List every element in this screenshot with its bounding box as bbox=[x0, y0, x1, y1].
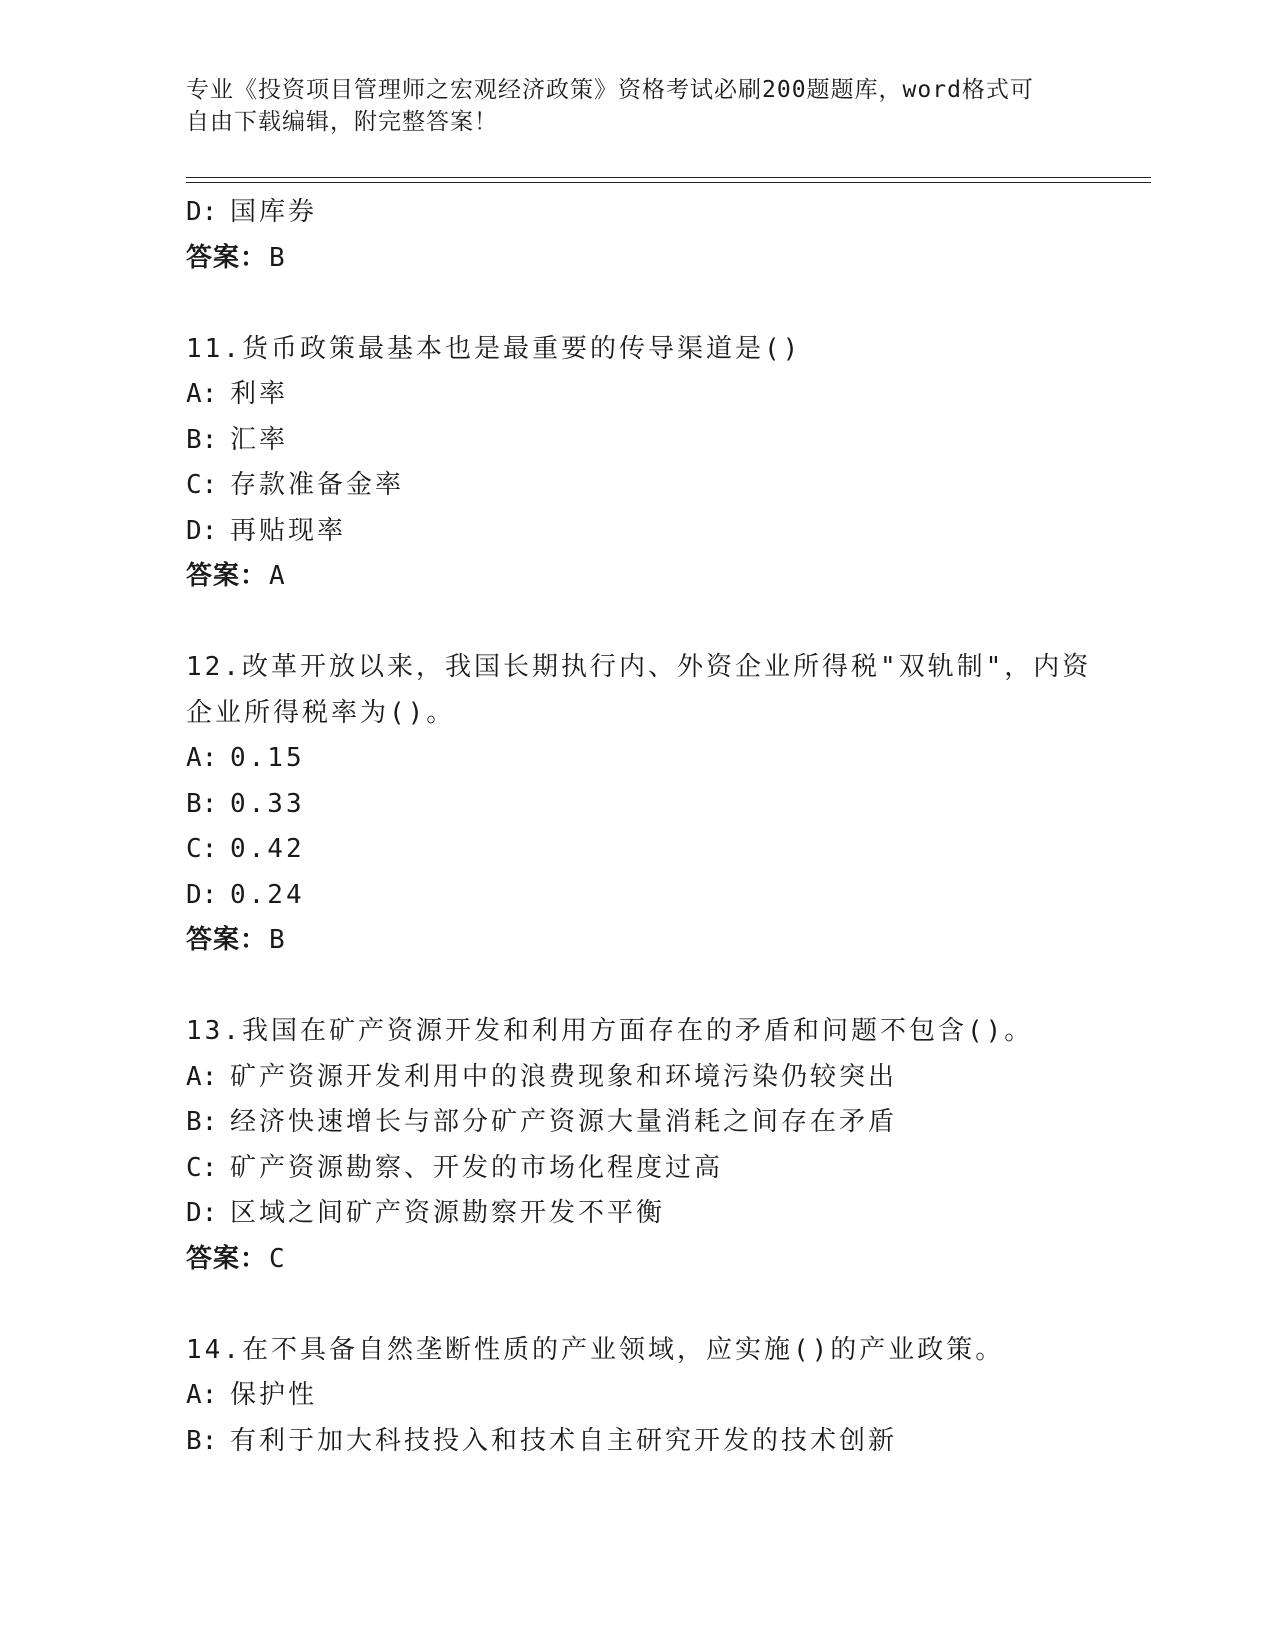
option-text: 区域之间矿产资源勘察开发不平衡 bbox=[230, 1198, 666, 1228]
option-d bbox=[186, 509, 1086, 555]
answer-label: 答案： bbox=[186, 242, 268, 273]
option-text: 0.15 bbox=[230, 743, 305, 773]
option-text: 汇率 bbox=[230, 424, 289, 455]
option-label: A: bbox=[186, 379, 218, 409]
option-label: A: bbox=[186, 1061, 218, 1092]
question-text: 13.我国在矿产资源开发和利用方面存在的矛盾和问题不包含()。 bbox=[186, 1016, 1034, 1046]
option-label: C: bbox=[186, 1152, 218, 1183]
question-text-cont: 企业所得税率为()。 bbox=[186, 697, 456, 728]
answer-label: 答案： bbox=[186, 925, 268, 955]
option-text: 国库券 bbox=[230, 197, 318, 227]
option-c bbox=[186, 463, 1086, 509]
question-block-11 bbox=[186, 327, 1086, 600]
option-label: B: bbox=[186, 424, 218, 455]
option-text: 经济快速增长与部分矿产资源大量消耗之间存在矛盾 bbox=[230, 1107, 898, 1137]
option-text: 0.33 bbox=[230, 788, 305, 819]
option-label: C: bbox=[186, 470, 218, 500]
option-c bbox=[186, 827, 1086, 873]
option-label: A: bbox=[186, 743, 218, 773]
option-label: D: bbox=[186, 879, 218, 910]
question-block-13 bbox=[186, 1009, 1086, 1282]
option-c bbox=[186, 1146, 1086, 1192]
option-text: 0.42 bbox=[230, 834, 305, 864]
option-label: D: bbox=[186, 197, 218, 227]
option-d bbox=[186, 1191, 1086, 1237]
answer-line bbox=[186, 1237, 1086, 1283]
option-text: 矿产资源开发利用中的浪费现象和环境污染仍较突出 bbox=[230, 1061, 898, 1092]
option-a bbox=[186, 736, 1086, 782]
option-label: B: bbox=[186, 788, 218, 819]
header-line-2: 自由下载编辑，附完整答案！ bbox=[186, 109, 498, 135]
question-text: 14.在不具备自然垄断性质的产业领域，应实施()的产业政策。 bbox=[186, 1334, 1005, 1365]
question-text: 11.货币政策最基本也是最重要的传导渠道是() bbox=[186, 333, 802, 364]
option-d bbox=[186, 190, 1086, 236]
option-text: 0.24 bbox=[230, 879, 305, 910]
answer-line bbox=[186, 236, 1086, 282]
question-block-12 bbox=[186, 645, 1092, 964]
option-text: 保护性 bbox=[230, 1380, 318, 1410]
answer-value: B bbox=[269, 242, 286, 273]
question-list bbox=[186, 190, 1092, 1464]
answer-value: C bbox=[269, 1243, 286, 1274]
option-b bbox=[186, 1100, 1086, 1146]
option-label: A: bbox=[186, 1380, 218, 1410]
question-block-prev bbox=[186, 190, 1086, 281]
answer-line bbox=[186, 918, 1086, 964]
option-text: 利率 bbox=[230, 379, 289, 409]
header-divider-bottom bbox=[186, 182, 1151, 183]
answer-value: B bbox=[269, 925, 286, 955]
option-a bbox=[186, 1373, 1086, 1419]
option-a bbox=[186, 1055, 1086, 1101]
question-text: 12.改革开放以来，我国长期执行内、外资企业所得税"双轨制"，内资 bbox=[186, 652, 1092, 682]
answer-label: 答案： bbox=[186, 1243, 268, 1274]
answer-line bbox=[186, 554, 1086, 600]
answer-value: A bbox=[269, 561, 286, 591]
option-label: C: bbox=[186, 834, 218, 864]
option-label: B: bbox=[186, 1425, 218, 1456]
option-text: 有利于加大科技投入和技术自主研究开发的技术创新 bbox=[230, 1425, 898, 1456]
option-label: D: bbox=[186, 1198, 218, 1228]
option-b bbox=[186, 1419, 1086, 1465]
option-b bbox=[186, 418, 1086, 464]
answer-label: 答案： bbox=[186, 561, 268, 591]
option-d bbox=[186, 873, 1086, 919]
header-divider-top bbox=[186, 177, 1151, 178]
option-text: 再贴现率 bbox=[230, 515, 347, 546]
option-label: D: bbox=[186, 515, 218, 546]
option-b bbox=[186, 782, 1086, 828]
option-text: 存款准备金率 bbox=[230, 470, 405, 500]
question-block-14 bbox=[186, 1328, 1086, 1465]
option-label: B: bbox=[186, 1107, 218, 1137]
option-a bbox=[186, 372, 1086, 418]
header-line-1: 专业《投资项目管理师之宏观经济政策》资格考试必刷200题题库，word格式可 bbox=[186, 77, 1034, 103]
page-header bbox=[186, 74, 1066, 138]
option-text: 矿产资源勘察、开发的市场化程度过高 bbox=[230, 1152, 724, 1183]
